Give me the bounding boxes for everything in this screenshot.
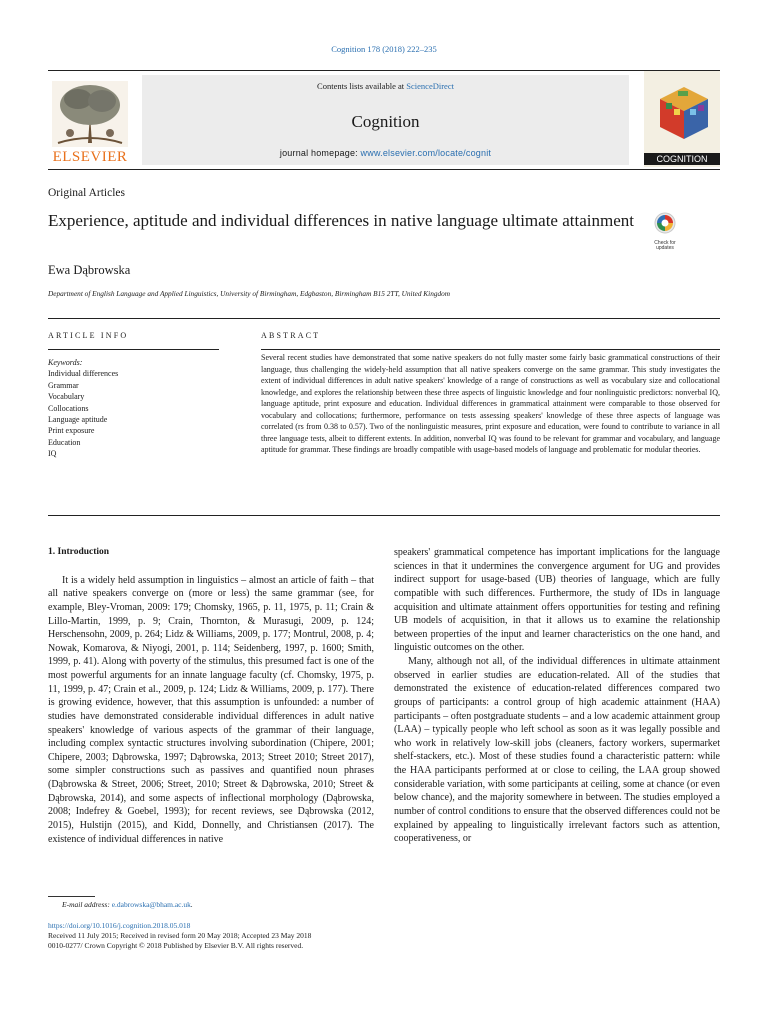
section-heading-introduction: 1. Introduction <box>48 547 110 557</box>
journal-info-box <box>142 75 629 165</box>
keyword-item: Vocabulary <box>48 392 85 402</box>
homepage-prefix: journal homepage: <box>279 148 361 158</box>
keyword-item: Individual differences <box>48 369 119 379</box>
cover-artwork <box>644 71 720 153</box>
journal-homepage-link[interactable]: www.elsevier.com/locate/cognit <box>360 148 492 158</box>
contents-line <box>142 81 629 91</box>
elsevier-wordmark: ELSEVIER <box>52 149 128 165</box>
check-for-updates-button[interactable] <box>649 212 681 254</box>
body-paragraph: speakers' grammatical competence has important implications for the language sciences in that it undermines the convergence argument for UG and provides indirect support for usage-based (UB) theories of language, which are fully compatible with such differences. Furthermore, the study of IDs in language acquisition and ultimate attainment offers opportunities for testing and refining UB models of acquisition, in that it allows us to examine the relationship between properties of the input and learner characteristics on the one hand, and linguistic outcomes on the other. <box>394 547 720 654</box>
footnote-suffix: . <box>190 900 193 909</box>
keyword-item: Print exposure <box>48 426 95 436</box>
body-paragraph: It is a widely held assumption in linguistics – almost an article of faith – that all native speakers converge on (more or less) the same grammar (see, for example, Bley-Vroman, 2009: 179; Chomsky, 1965, p. 11, 1975, p. 11; Crain & Lillo-Martin, 1999, p. 9; Crain, Thornton, & Murasugi, 2009, p. 124; Herschensohn, 2009, p. 264; Lidz & Williams, 2009, p. 177; Montrul, 2008, p. 4; Nowak, Komarova, & Niyogi, 2001, p. 114; Seidenberg, 1997, p. 1600; Smith, 1999, p. 41). Along with poverty of the stimulus, this presumed fact is one of the most powerful arguments for an innate language faculty (cf. Chomsky, 1975, p. 11, 1999, p. 47; Crain et al., 2009, p. 124; Lidz & Williams, 2009, p. 177). There is growing evidence, however, that this assumption is unfounded: a number of studies have demonstrated considerable individual differences in adult native speakers' knowledge of various aspects of the grammar of their language, including complex syntactic structures involving subordination (Chipere, 2001; Chipere, 2003; Dąbrowska, 1997; Dąbrowska, 2013; Street 2010; Street 2017), some simpler constructions such as passives and quantified noun phrases (Dąbrowska & Street, 2006; Street, 2010; Street & Dąbrowska, 2010; Street & Dąbrowska, 2014), and some aspects of inflectional morphology (Dąbrowska, 2008; Indefrey & Goebel, 1993); for recent reviews, see Dąbrowska (2012, 2015), Hulstijn (2015), and Kidd, Donnelly, and Christiansen (2017). The existence of individual differences in native <box>48 574 374 845</box>
author-name: Ewa Dąbrowska <box>48 263 131 277</box>
keyword-item: Grammar <box>48 380 79 390</box>
author-affiliation: Department of English Language and Applied Linguistics, University of Birmingham, Edgbaston, Birmingham B15 2TT, United Kingdom <box>48 289 451 298</box>
article-info-rule <box>48 349 219 350</box>
abstract-heading: ABSTRACT <box>261 331 321 340</box>
footnote-label: E-mail address: <box>62 900 112 909</box>
cover-title: COGNITION <box>644 153 720 165</box>
contents-prefix: Contents lists available at <box>317 81 407 91</box>
body-paragraph: Many, although not all, of the individual differences in ultimate attainment observed in earlier studies are education-related. All of the studies that demonstrated the existence of education-related differences compared two groups of participants: a control group of high academic attainment (HAA) participants – often postgraduate students – and a low academic attainment group (LAA) – typically people who left school as soon as it was legally possible and who work in relatively low-skill jobs (cleaners, factory workers, supermarket shelf-stackers, etc.). Most of these studies found a characteristic pattern: while the HAA participants performed at or close to ceiling, the LAA group showed considerable variation, with some participants at ceiling, some at chance (or even below chance), and the majority somewhere in between. The studies employed a number of control conditions to ensure that the observed differences could not be explained by appealing to linguistically irrelevant factors such as attention, cooperativeness, or <box>394 656 720 845</box>
abstract-text: Several recent studies have demonstrated that some native speakers do not fully master some fairly basic grammatical constructions of their language, thus challenging the widely-held assumption that all native speakers converge on the same grammar. This study investigates the extent of individual differences in adult native speakers' knowledge of a range of constructions as well as vocabulary size and collocational knowledge, and explores the relationship between these three aspects of linguistic knowledge and four nonlinguistic predictors: nonverbal IQ, language aptitude, print exposure and education. Individual differences in grammatical attainment were comparable to those observed for vocabulary and collocations; furthermore, performance on tests assessing speakers' knowledge of these three aspects of language was correlated (rs from 0.38 to 0.57). Two of the nonlinguistic measures, print exposure and education, were found to contribute to variance in all three language tests, albeit to different extents. In addition, nonverbal IQ was found to be relevant for grammar and vocabulary, and language aptitude for grammar. These findings are broadly compatible with usage-based models of language and problematic for modular theories. <box>261 353 720 454</box>
received-dates: Received 11 July 2015; Received in revised form 20 May 2018; Accepted 23 May 2018 <box>48 931 312 941</box>
journal-cover-thumbnail <box>644 71 720 167</box>
keyword-item: Education <box>48 437 81 447</box>
body-column-right <box>394 546 720 846</box>
journal-homepage-line <box>142 148 629 158</box>
check-updates-label: Check for updates <box>654 239 676 251</box>
divider-bottom <box>48 515 720 516</box>
keyword-item: Language aptitude <box>48 415 108 425</box>
article-info-heading: ARTICLE INFO <box>48 331 129 340</box>
journal-name: Cognition <box>351 112 420 131</box>
article-title: Experience, aptitude and individual differences in native language ultimate attainment <box>48 211 634 230</box>
footnote-divider <box>48 896 95 897</box>
abstract-rule <box>261 349 720 350</box>
author-email-link[interactable]: e.dabrowska@bham.ac.uk <box>111 900 191 909</box>
body-column-left <box>48 546 374 846</box>
keyword-item: Collocations <box>48 403 89 413</box>
journal-masthead <box>48 70 720 170</box>
divider-top <box>48 318 720 319</box>
keyword-item: IQ <box>48 449 57 459</box>
keywords-label: Keywords: <box>48 358 83 367</box>
article-section-label: Original Articles <box>48 187 125 199</box>
keywords-list <box>48 357 218 460</box>
copyright-line: 0010-0277/ Crown Copyright © 2018 Published by Elsevier B.V. All rights reserved. <box>48 941 304 951</box>
check-updates-icon <box>654 212 676 238</box>
publication-info <box>48 921 311 952</box>
journal-citation-link[interactable]: Cognition 178 (2018) 222–235 <box>331 44 437 54</box>
doi-link[interactable]: https://doi.org/10.1016/j.cognition.2018.05.018 <box>48 921 191 930</box>
sciencedirect-link[interactable]: ScienceDirect <box>406 81 454 91</box>
footnote <box>62 900 193 909</box>
